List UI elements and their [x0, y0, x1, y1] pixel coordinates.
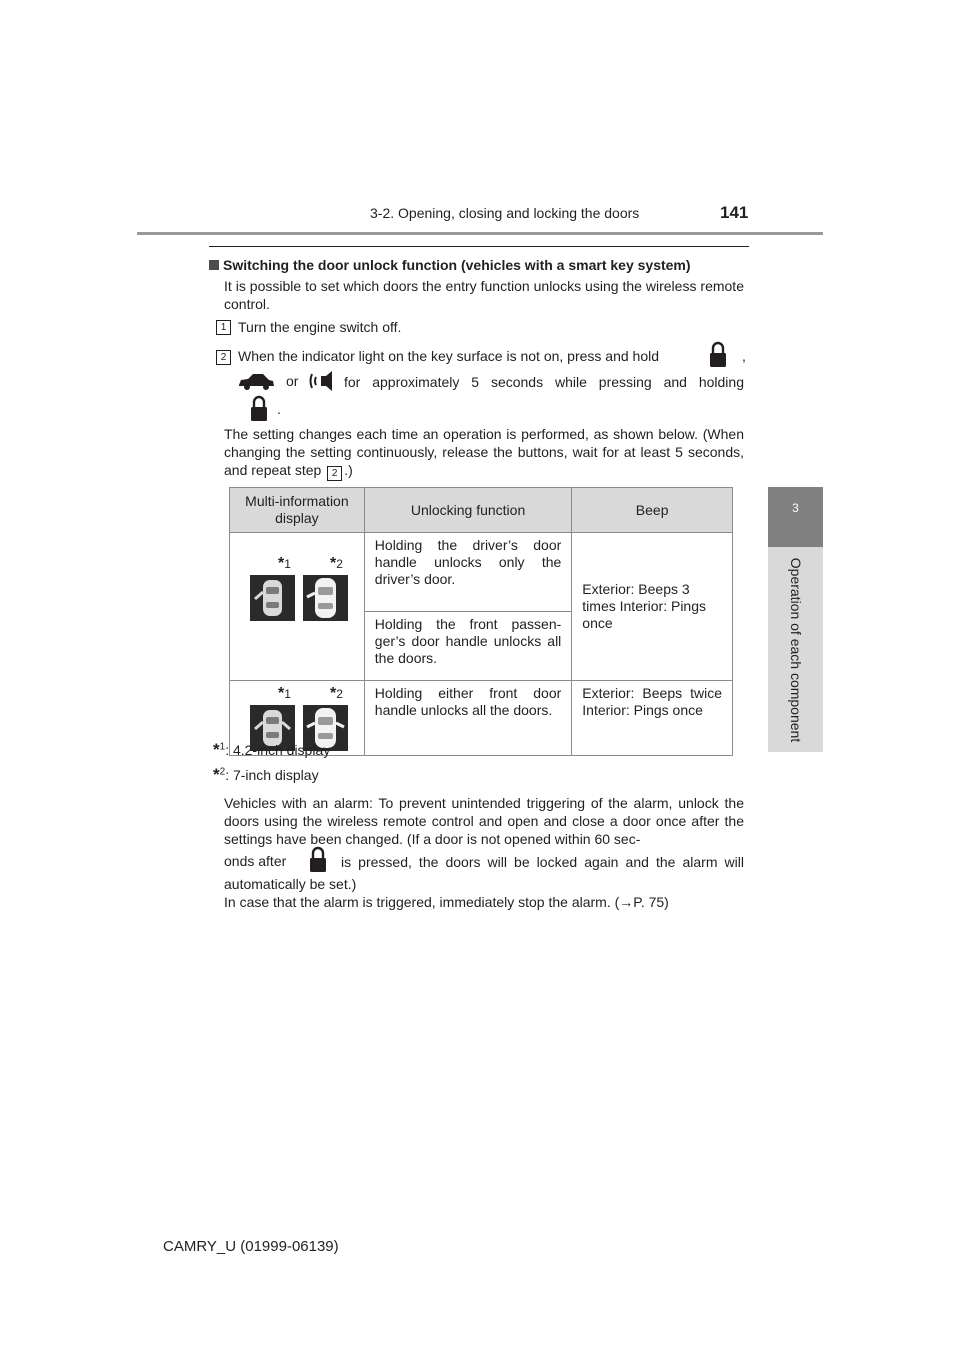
document-code: CAMRY_U (01999-06139): [163, 1238, 339, 1255]
footnote-marker: *1: [278, 685, 291, 702]
step-text: When the indicator light on the key surface is not on, press and hold: [238, 348, 660, 364]
setting-note-text-end: .): [344, 462, 353, 478]
step-number-badge: 1: [216, 320, 231, 335]
beep-cell: Exterior: Beeps twice Interior: Pings once: [572, 681, 733, 756]
chapter-title-tab: [768, 547, 823, 752]
table-row: [230, 533, 733, 612]
car-door-open-icon: [250, 575, 295, 621]
function-cell: Holding the driver’s door handle unlocks only the driver’s door.: [364, 533, 572, 612]
footnote-2: *$^2$: 7-inch display: [213, 765, 319, 784]
table-header-beep: Beep: [572, 488, 733, 533]
step-reference-badge: 2: [327, 466, 342, 481]
header-section-title: 3-2. Opening, closing and locking the doors: [370, 205, 640, 221]
setting-note: [224, 425, 744, 481]
setting-note-text: The setting changes each time an operation is performed, as shown below. (When changing the setting continuously, release the buttons, wait for at least 5 seconds, and repeat step: [224, 426, 744, 478]
car-icon: [236, 370, 276, 392]
beep-cell: Exterior: Beeps 3 times Interior: Pings once: [572, 533, 733, 681]
section-title-text: Switching the door unlock function (vehicles with a smart key system): [223, 257, 691, 273]
footnote-marker: *1: [278, 555, 291, 572]
section-intro: It is possible to set which doors the entry function unlocks using the wireless remote control.: [224, 278, 744, 312]
section-title: [209, 257, 691, 273]
footnote-1: *$^1$: 4.2-inch display: [213, 740, 331, 759]
alarm-note-text: Vehicles with an alarm: To prevent unintended triggering of the alarm, unlock the doors using the wireless remote control and open and close a door once after the settings have been changed. (If a door is not opened within 60 sec-: [224, 795, 744, 847]
table-header-function: Unlocking function: [364, 488, 572, 533]
alarm-note-text: automatically be set.): [224, 876, 357, 892]
step-text: for approximately 5 seconds while pressing and holding: [344, 374, 744, 390]
table-header-display: Multi-information display: [230, 488, 365, 533]
step-text: ,: [742, 348, 746, 364]
step-number-badge: 2: [216, 350, 231, 365]
bullet-square-icon: [209, 260, 219, 270]
function-cell: Holding the front passen-ger’s door handle unlocks all the doors.: [364, 612, 572, 681]
footnote-marker: *2: [330, 555, 343, 572]
step-text: Turn the engine switch off.: [238, 319, 402, 335]
alarm-note-text: onds after: [224, 853, 287, 869]
step-text: .: [277, 401, 281, 417]
footnote-marker: *2: [330, 685, 343, 702]
table-header-row: [230, 488, 733, 533]
step-text: or: [286, 373, 299, 389]
section-rule: [209, 246, 749, 247]
chapter-title: Operation of each component: [787, 557, 804, 742]
unlock-settings-table: [229, 487, 733, 756]
chapter-number-tab: 3: [768, 487, 823, 547]
page-number: 141: [720, 203, 749, 222]
function-cell: Holding either front door handle unlocks all the doors.: [364, 681, 572, 756]
lock-icon: [706, 340, 730, 370]
lock-icon: [247, 394, 271, 424]
car-door-open-icon: [303, 575, 348, 621]
lock-icon: [306, 845, 330, 875]
panic-alarm-icon: [308, 368, 338, 394]
alarm-note-text: is pressed, the doors will be locked again and the alarm will: [341, 854, 744, 870]
alarm-note-text: In case that the alarm is triggered, immediately stop the alarm. (→P. 75): [224, 894, 669, 910]
display-cell: [230, 533, 365, 681]
header-rule: [137, 232, 823, 235]
